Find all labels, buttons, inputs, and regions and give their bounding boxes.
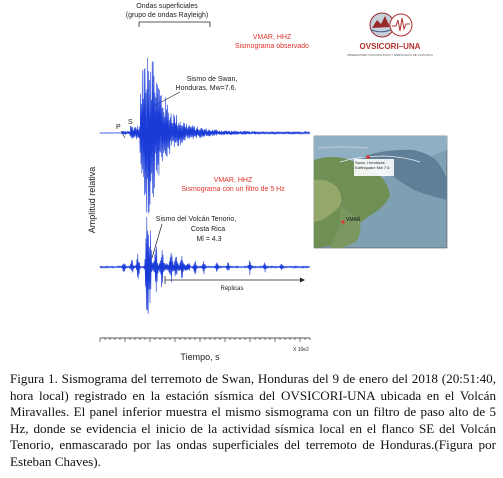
- y-axis-label: Amplitud relativa: [87, 166, 97, 234]
- x-axis-label: Tiempo, s: [180, 352, 220, 362]
- p-phase-label: P: [116, 124, 121, 131]
- time-axis: [100, 338, 310, 342]
- logo-emblem-right: [390, 14, 412, 36]
- top-station-label: VMAR, HHZ: [252, 34, 292, 41]
- replicas-label: Réplicas: [220, 286, 244, 292]
- tenorio-event-magnitude: Ml = 4.3: [196, 236, 222, 243]
- swan-event-label: Sismo de Swan,: [186, 76, 238, 83]
- surface-wave-sublabel: (grupo de ondas Rayleigh): [125, 12, 209, 19]
- swan-event-magnitude: Honduras, Mw=7.6.: [175, 85, 237, 92]
- s-phase-label: S: [128, 119, 133, 126]
- logo-name: OVSICORI–UNA: [359, 42, 421, 51]
- tenorio-event-label: Sismo del Volcán Tenorio,: [155, 216, 237, 223]
- map-event-label: Swan, Honduras Earthquake Mw 7.6: [355, 159, 390, 170]
- location-map-inset: [314, 136, 447, 248]
- ovsicori-logo: [347, 13, 433, 57]
- logo-subtitle: OBSERVATORIO VULCANOLÓGICO Y SISMOLÓGICO DE COSTA RICA: [347, 54, 433, 57]
- station-marker: [341, 220, 344, 223]
- surface-wave-bracket: [139, 22, 210, 27]
- map-station-label: VMAR: [346, 217, 361, 223]
- figure-caption: Figura 1. Sismograma del terremoto de Swan, Honduras del 9 de enero del 2018 (20:51:40, hora local) registrado en la estación sísmica del OVSICORI-UNA ubicada en el Volcán Miravalles. El panel inferior muestra el mismo sismograma con un filtro de paso alto de 5 Hz, donde se evidencia el inicio de la actividad sísmica local en el flanco SE del Volcán Tenorio, enmascarado por las ondas superficiales del terremoto de Honduras.(Figura por Esteban Chaves).: [10, 371, 496, 469]
- tenorio-event-location: Costa Rica: [190, 226, 226, 233]
- bottom-station-label: VMAR, HHZ: [213, 177, 253, 184]
- replicas-arrow: [165, 276, 305, 284]
- surface-wave-label: Ondas superficiales: [136, 3, 198, 10]
- axis-multiplier: X 10e2: [293, 347, 309, 353]
- top-subtitle: Sismograma observado: [235, 43, 309, 50]
- epicenter-marker: [366, 155, 370, 159]
- bottom-subtitle: Sismograma con un filtro de 5 Hz: [181, 186, 285, 193]
